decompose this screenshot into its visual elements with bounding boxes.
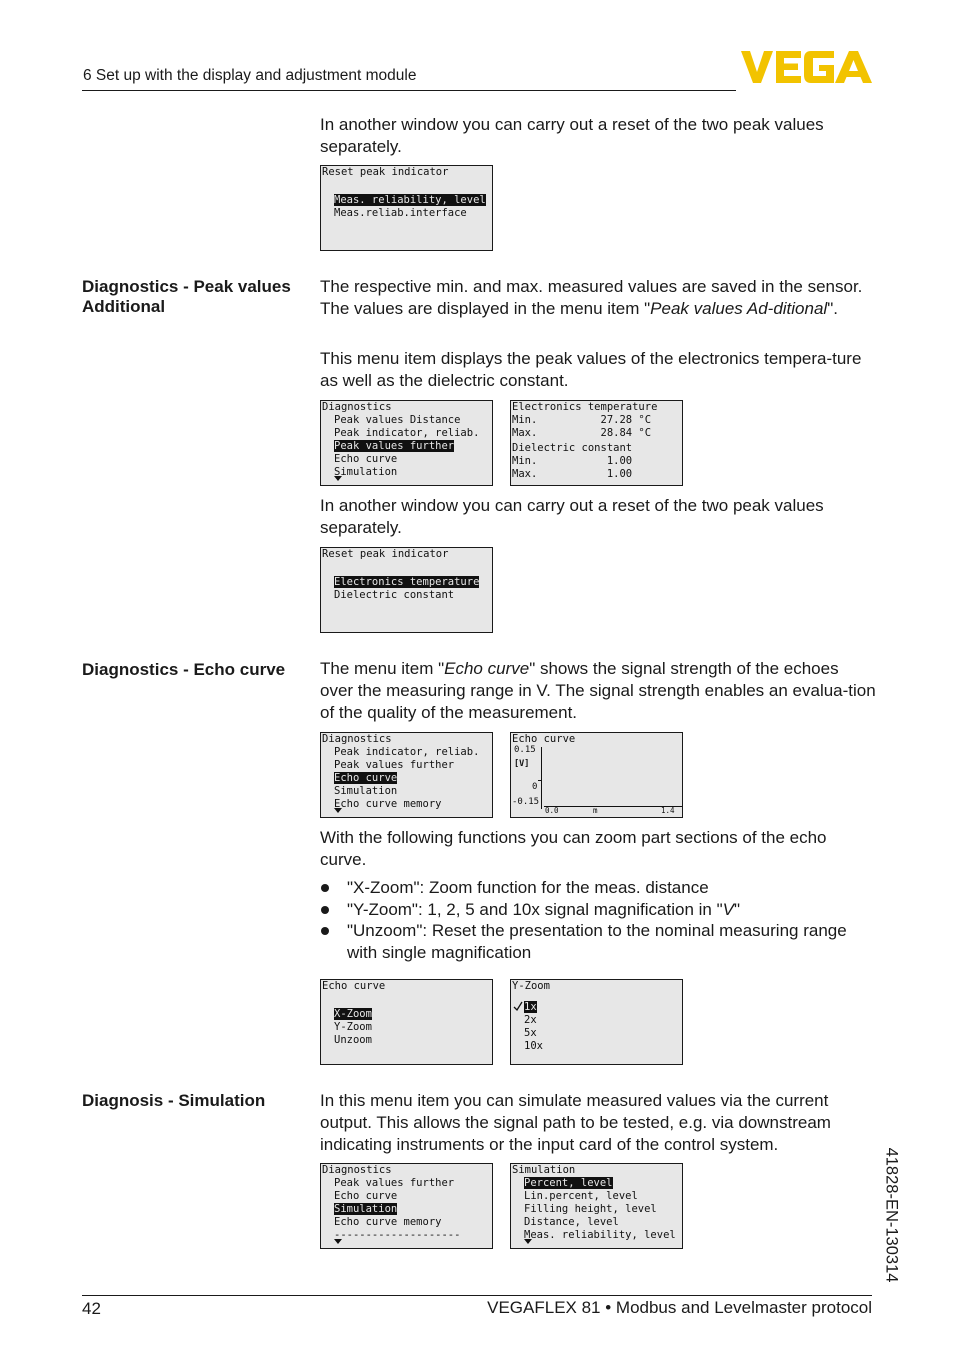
lcd-item: Peak values further [334,759,455,771]
lcd-item: Dielectric constant [334,589,455,601]
lcd-electronics-temperature [510,400,683,486]
reset-paragraph-2: In another window you can carry out a reset of the two peak values separately. [320,496,824,537]
lcd-diagnostics-menu-1 [320,400,493,486]
lcd-item: Filling height, level [524,1203,657,1215]
peak-additional-paragraph-2: This menu item displays the peak values of the electronics tempera-ture as well as the dielectric constant. [320,349,862,390]
zoom-function-list [320,877,876,964]
lcd-title: Diagnostics [322,733,392,745]
bullet-icon [321,927,329,935]
lcd-item: Meas. reliability, level [524,1229,676,1241]
document-id: 41828-EN-130314 [882,1147,901,1283]
echo-paragraph-2: With the following functions you can zoom part sections of the echo curve. [320,828,827,869]
y-axis-top-label: 0.15 [514,745,536,755]
lcd-item-selected: Electronics temperature [334,576,480,588]
lcd-title: Simulation [512,1164,576,1176]
lcd-echo-curve-plot [510,732,683,818]
lcd-item: 2x [524,1014,537,1026]
lcd-line: Min. 1.00 [512,455,633,467]
lcd-line: Min. 27.28 °C [512,414,652,426]
list-item: "Y-Zoom": 1, 2, 5 and 10x signal magnification in "V" [320,899,876,921]
lcd-item: Echo curve [334,453,398,465]
checkmark-icon [513,1000,523,1012]
y-axis-bottom-label: -0.15 [512,797,540,807]
footer-title: VEGAFLEX 81 • Modbus and Levelmaster protocol [487,1298,872,1317]
lcd-title: Reset peak indicator [322,166,449,178]
heading-echo-curve: Diagnostics - Echo curve [82,660,286,679]
simulation-paragraph: In this menu item you can simulate measured values via the current output. This allows the signal path to be tested, e.g. via downstream indicating instruments or the input card of the control system. [320,1091,831,1154]
lcd-line: Max. 28.84 °C [512,427,652,439]
lcd-item: 10x [524,1040,543,1052]
lcd-item: Distance, level [524,1216,619,1228]
lcd-item: Lin.percent, level [524,1190,638,1202]
lcd-diagnostics-menu-2 [320,732,493,818]
lcd-item: Peak indicator, reliab. [334,746,480,758]
list-item: "X-Zoom": Zoom function for the meas. distance [320,877,876,899]
lcd-item: Peak indicator, reliab. [334,427,480,439]
running-header: 6 Set up with the display and adjustment module [83,67,417,84]
y-axis-unit-label: [V] [514,759,530,769]
scroll-down-arrow-icon [524,1239,532,1244]
lcd-item: Y-Zoom [334,1021,372,1033]
y-axis-line [541,747,542,809]
lcd-item: Unzoom [334,1034,372,1046]
y-axis-zero-label: 0 [532,782,538,792]
x-axis-start-label: 0.0 [545,806,559,815]
lcd-separator: -------------------- [334,1229,461,1241]
lcd-title: Diagnostics [322,1164,392,1176]
lcd-item-selected: X-Zoom [334,1008,372,1020]
bullet-icon [321,906,329,914]
lcd-diagnostics-menu-3 [320,1163,493,1249]
vega-logo [741,50,873,84]
reset-paragraph-1: In another window you can carry out a reset of the two peak values separately. [320,115,824,156]
lcd-echo-curve-menu [320,979,493,1065]
lcd-line: Dielectric constant [512,442,633,454]
lcd-item-selected: 1x [524,1001,537,1013]
lcd-item-selected: Percent, level [524,1177,613,1189]
scroll-down-arrow-icon [334,808,342,813]
lcd-item: Echo curve memory [334,798,442,810]
x-axis-end-label: 1.4 [661,806,675,815]
lcd-item: Simulation [334,466,398,478]
lcd-title: Echo curve [512,733,576,745]
lcd-item-selected: Echo curve [334,772,398,784]
lcd-item: 5x [524,1027,537,1039]
page-number: 42 [82,1299,101,1318]
lcd-simulation-menu [510,1163,683,1249]
bullet-icon [321,884,329,892]
lcd-item: Echo curve [334,1190,398,1202]
lcd-line: Electronics temperature [512,401,658,413]
lcd-item: Simulation [334,785,398,797]
lcd-item-selected: Peak values further [334,440,455,452]
lcd-reset-peak-1 [320,165,493,251]
lcd-title: Diagnostics [322,401,392,413]
lcd-y-zoom [510,979,683,1065]
lcd-line: Max. 1.00 [512,468,633,480]
lcd-item: Echo curve memory [334,1216,442,1228]
heading-simulation: Diagnosis - Simulation [82,1091,266,1110]
scroll-down-arrow-icon [334,476,342,481]
lcd-reset-peak-2 [320,547,493,633]
peak-additional-paragraph-1: The respective min. and max. measured values are saved in the sensor. The values are displayed in the menu item "Peak values Ad-ditional". [320,277,863,318]
lcd-item: Peak values further [334,1177,455,1189]
lcd-item-selected: Meas. reliability, level [334,194,486,206]
echo-paragraph-1: The menu item "Echo curve" shows the signal strength of the echoes over the measuring range in V. The signal strength enables an evalua-tion of the quality of the measurement. [320,659,876,722]
lcd-item: Peak values Distance [334,414,461,426]
lcd-item: Meas.reliab.interface [334,207,467,219]
lcd-item-selected: Simulation [334,1203,398,1215]
header-rule [82,90,736,91]
x-axis [544,806,682,815]
lcd-title: Reset peak indicator [322,548,449,560]
lcd-title: Y-Zoom [512,980,550,992]
list-item: "Unzoom": Reset the presentation to the nominal measuring range with single magnification [320,920,876,963]
lcd-title: Echo curve [322,980,386,992]
heading-peak-values-additional: Diagnostics - Peak values Additional [82,277,291,316]
x-axis-unit-label: m [593,806,598,815]
scroll-down-arrow-icon [334,1239,342,1244]
y-axis-zero-tick [538,780,542,781]
footer-rule [82,1295,872,1296]
